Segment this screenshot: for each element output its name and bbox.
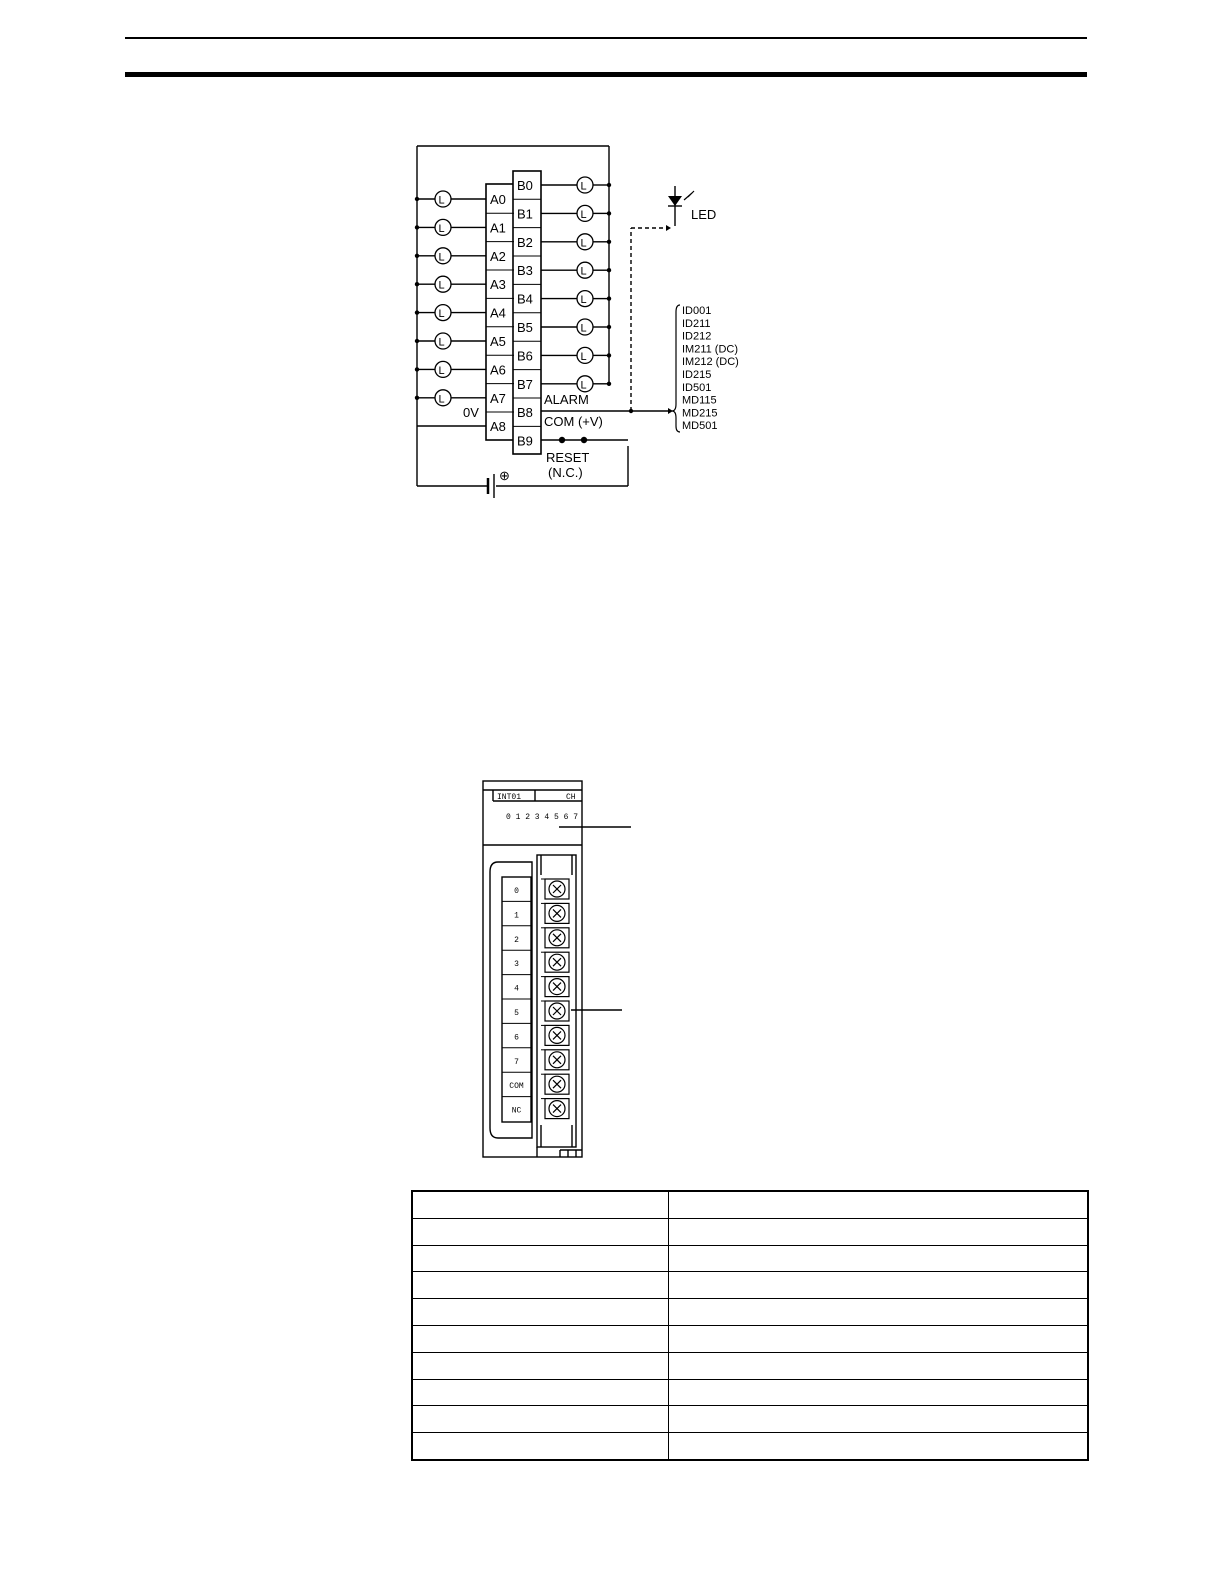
module-terminal-5 bbox=[502, 999, 569, 1021]
b-terminal-label: B6 bbox=[517, 348, 533, 364]
table-row bbox=[412, 1325, 1088, 1352]
module-terminal-label: 2 bbox=[514, 935, 519, 945]
a-terminal-label: A8 bbox=[490, 419, 506, 435]
module-terminal-label: 0 bbox=[514, 887, 519, 896]
table-row bbox=[412, 1433, 1088, 1460]
load-label: L bbox=[580, 379, 587, 392]
unit-model-label: ID212 bbox=[682, 330, 712, 343]
table-row bbox=[412, 1272, 1088, 1299]
table-cell bbox=[412, 1218, 669, 1245]
unit-model-label: ID211 bbox=[682, 317, 711, 330]
module-model-label: INT01 bbox=[497, 793, 522, 802]
table-row bbox=[412, 1352, 1088, 1379]
table-cell bbox=[412, 1352, 669, 1379]
module-terminal-6 bbox=[502, 1023, 569, 1045]
table-row bbox=[412, 1299, 1088, 1326]
load-label: L bbox=[580, 180, 587, 193]
unit-model-label: IM212 (DC) bbox=[682, 356, 739, 369]
load-label: L bbox=[580, 322, 587, 335]
module-terminal-label: 7 bbox=[514, 1057, 519, 1067]
table-cell bbox=[412, 1245, 669, 1272]
b-terminal-label: B7 bbox=[517, 376, 533, 392]
a-terminal-label: A2 bbox=[490, 248, 506, 264]
load-label: L bbox=[438, 279, 445, 292]
table-cell bbox=[412, 1299, 669, 1326]
b-terminal-label: B9 bbox=[517, 433, 533, 449]
table-cell bbox=[669, 1299, 1089, 1326]
module-terminal-0 bbox=[514, 879, 569, 899]
b-terminal-label: B4 bbox=[517, 291, 533, 307]
a-terminal-label: A6 bbox=[490, 362, 506, 378]
load-label: L bbox=[438, 222, 445, 235]
unit-model-label: MD215 bbox=[682, 407, 718, 420]
module-ch-label: CH bbox=[566, 793, 576, 802]
reset-nc-label: (N.C.) bbox=[548, 465, 583, 480]
terminal-table bbox=[411, 1190, 1089, 1461]
b-terminal-label: B0 bbox=[517, 178, 533, 193]
module-terminal-1 bbox=[502, 901, 569, 923]
table-row bbox=[412, 1406, 1088, 1433]
load-label: L bbox=[438, 194, 445, 207]
unit-model-label: MD501 bbox=[682, 420, 718, 433]
a-terminal-label: A1 bbox=[490, 220, 506, 236]
table-cell bbox=[669, 1325, 1089, 1352]
load-label: L bbox=[438, 393, 445, 406]
unit-model-label: ID501 bbox=[682, 381, 712, 394]
alarm-label: ALARM bbox=[544, 392, 589, 407]
module-terminal-3 bbox=[502, 950, 569, 972]
module-terminal-2 bbox=[502, 926, 569, 948]
table-cell bbox=[669, 1218, 1089, 1245]
module-terminal-4 bbox=[502, 975, 569, 997]
table-cell bbox=[412, 1272, 669, 1299]
module-indicator-digits: 0 1 2 3 4 5 6 7 bbox=[506, 813, 579, 822]
load-label: L bbox=[438, 308, 445, 321]
module-terminal-label: 1 bbox=[514, 911, 519, 921]
table-cell bbox=[412, 1406, 669, 1433]
table-cell bbox=[669, 1272, 1089, 1299]
b-terminal-label: B2 bbox=[517, 234, 533, 250]
table-cell bbox=[412, 1325, 669, 1352]
module-terminal-nc bbox=[502, 1097, 569, 1119]
load-label: L bbox=[438, 251, 445, 264]
table-cell bbox=[669, 1191, 1089, 1218]
a-terminal-label: A0 bbox=[490, 192, 506, 207]
unit-model-label: ID215 bbox=[682, 369, 712, 381]
table-row bbox=[412, 1245, 1088, 1272]
a-terminal-label: A3 bbox=[490, 277, 506, 293]
table-row bbox=[412, 1218, 1088, 1245]
module-terminal-label: 3 bbox=[514, 960, 519, 970]
module-terminal-label: 6 bbox=[514, 1033, 519, 1043]
load-label: L bbox=[580, 265, 587, 278]
com-label: COM (+V) bbox=[544, 414, 603, 429]
module-terminal-label: NC bbox=[511, 1106, 522, 1116]
table-cell bbox=[669, 1379, 1089, 1406]
a-terminal-label: A5 bbox=[490, 334, 506, 349]
unit-model-label: IM211 (DC) bbox=[682, 343, 739, 356]
table-row bbox=[412, 1191, 1088, 1218]
reset-label: RESET bbox=[546, 450, 590, 465]
table-row bbox=[412, 1379, 1088, 1406]
load-label: L bbox=[580, 350, 587, 363]
table-cell bbox=[412, 1433, 669, 1460]
module-terminal-label: 5 bbox=[514, 1009, 519, 1018]
table-cell bbox=[669, 1433, 1089, 1460]
unit-model-label: MD115 bbox=[682, 394, 717, 407]
b-terminal-label: B1 bbox=[517, 206, 533, 222]
unit-model-label: ID001 bbox=[682, 305, 712, 317]
module-terminal-label: COM bbox=[509, 1082, 524, 1092]
zero-v-label: 0V bbox=[463, 405, 479, 420]
b-terminal-label: B8 bbox=[517, 405, 533, 421]
table-cell bbox=[412, 1379, 669, 1406]
module-terminal-7 bbox=[502, 1048, 569, 1070]
table-cell bbox=[412, 1191, 669, 1218]
load-label: L bbox=[438, 364, 445, 377]
b-terminal-label: B3 bbox=[517, 263, 533, 279]
a-terminal-label: A4 bbox=[490, 305, 506, 321]
a-terminal-label: A7 bbox=[490, 390, 506, 406]
load-label: L bbox=[438, 336, 445, 349]
module-terminal-label: 4 bbox=[514, 984, 519, 994]
module-terminal-com bbox=[502, 1072, 569, 1094]
load-label: L bbox=[580, 208, 587, 221]
load-label: L bbox=[580, 294, 587, 307]
led-label: LED bbox=[691, 207, 717, 222]
battery-plus-icon: ⊕ bbox=[499, 468, 510, 483]
table-cell bbox=[669, 1245, 1089, 1272]
b-terminal-label: B5 bbox=[517, 320, 533, 335]
table-cell bbox=[669, 1406, 1089, 1433]
load-label: L bbox=[580, 237, 587, 250]
table-cell bbox=[669, 1352, 1089, 1379]
